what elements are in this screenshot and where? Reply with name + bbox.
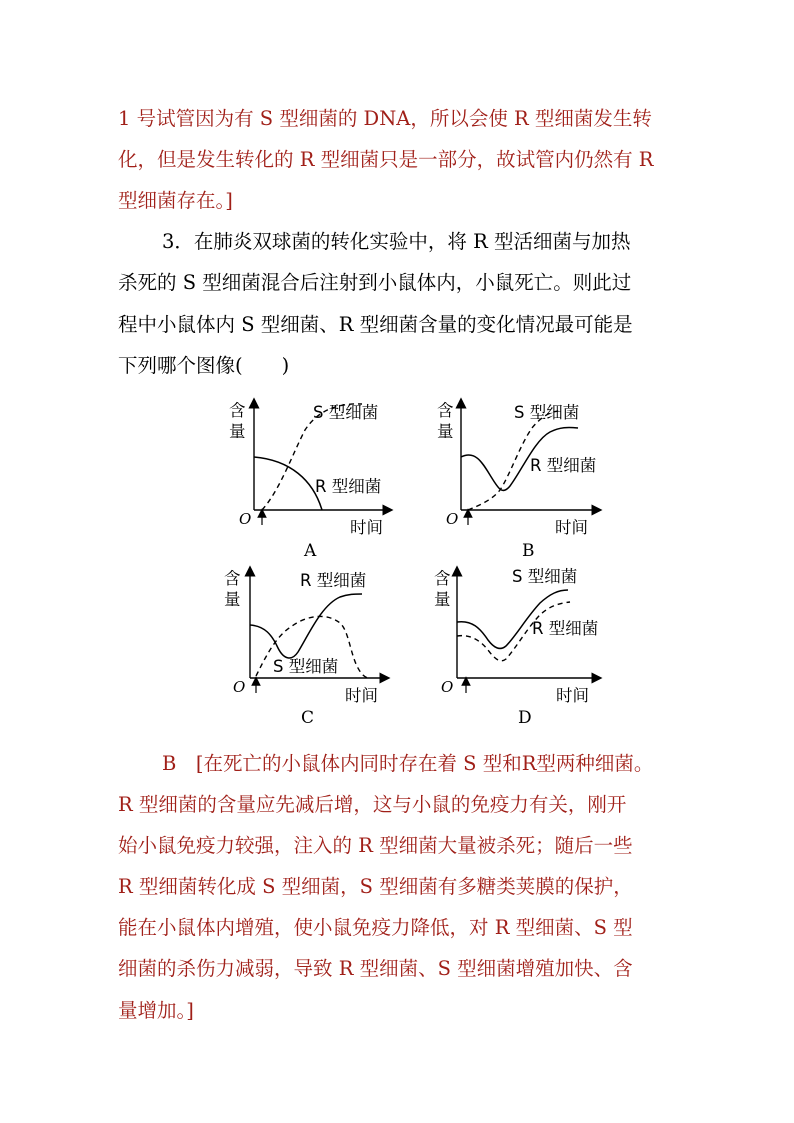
graph-d-y-label-1: 含: [434, 569, 451, 588]
prev-answer-line-2: 化，但是发生转化的 R 型细菌只是一部分，故试管内仍然有 R: [118, 148, 654, 171]
graph-b-s-label: S 型细菌: [514, 403, 580, 422]
graph-c: [224, 569, 385, 728]
graph-d-r-label: R 型细菌: [532, 619, 599, 638]
graph-c-y-label-1: 含: [224, 569, 241, 588]
question-line-3: 程中小鼠体内 S 型细菌、R 型细菌含量的变化情况最可能是: [118, 313, 633, 336]
answer-line-4: R 型细菌转化成 S 型细菌，S 型细菌有多糖类荚膜的保护，: [118, 875, 633, 898]
graph-d-origin: O: [441, 678, 454, 696]
graph-c-r-label: R 型细菌: [300, 571, 367, 590]
graph-a-y-label-2: 量: [229, 422, 246, 441]
graph-a-s-label: S 型细菌: [313, 403, 379, 422]
prev-answer-line-1: 1 号试管因为有 S 型细菌的 DNA，所以会使 R 型细菌发生转: [118, 107, 652, 130]
graph-b-y-label-2: 量: [437, 422, 454, 441]
answer-line-5: 能在小鼠体内增殖，使小鼠免疫力降低，对 R 型细菌、S 型: [118, 916, 633, 939]
answer-line-2: R 型细菌的含量应先减后增，这与小鼠的免疫力有关，刚开: [118, 793, 627, 816]
graph-d-y-label-2: 量: [434, 590, 451, 609]
graph-c-y-label-2: 量: [224, 590, 241, 609]
graph-a: [229, 401, 388, 561]
graph-a-origin: O: [239, 510, 252, 528]
graph-a-caption: A: [304, 541, 317, 561]
graph-b: [437, 401, 597, 561]
graph-c-s-label: S 型细菌: [273, 657, 339, 676]
answer-line-7: 量增加。]: [118, 999, 194, 1022]
graph-a-r-curve: [254, 457, 322, 510]
graph-d-x-label: 时间: [556, 686, 589, 705]
graph-b-x-label: 时间: [555, 518, 588, 537]
graph-c-x-label: 时间: [345, 686, 378, 705]
graph-b-r-label: R 型细菌: [530, 456, 597, 475]
graph-c-r-curve: [250, 594, 362, 658]
answer-line-6: 细菌的杀伤力减弱，导致 R 型细菌、S 型细菌增殖加快、含: [118, 957, 633, 980]
graph-b-caption: B: [522, 541, 535, 561]
graph-c-caption: C: [301, 708, 315, 728]
graph-a-y-label-1: 含: [229, 401, 246, 420]
answer-line-3: 始小鼠免疫力较强，注入的 R 型细菌大量被杀死；随后一些: [118, 834, 633, 857]
graph-c-origin: O: [233, 678, 246, 696]
question-line-1: 3．在肺炎双球菌的转化实验中，将 R 型活细菌与加热: [162, 230, 631, 253]
question-line-4: 下列哪个图像( ): [118, 354, 290, 377]
graph-b-origin: O: [446, 510, 459, 528]
answer-line-1: B [在死亡的小鼠体内同时存在着 S 型和R型两种细菌。: [162, 752, 654, 775]
graph-d-caption: D: [518, 708, 532, 728]
prev-answer-line-3: 型细菌存在。]: [118, 189, 233, 212]
graph-a-r-label: R 型细菌: [315, 477, 382, 496]
graph-d-s-label: S 型细菌: [512, 567, 578, 586]
graph-b-y-label-1: 含: [437, 401, 454, 420]
graph-a-x-label: 时间: [350, 518, 383, 537]
graph-d: [434, 567, 598, 728]
question-line-2: 杀死的 S 型细菌混合后注射到小鼠体内，小鼠死亡。则此过: [118, 271, 632, 294]
